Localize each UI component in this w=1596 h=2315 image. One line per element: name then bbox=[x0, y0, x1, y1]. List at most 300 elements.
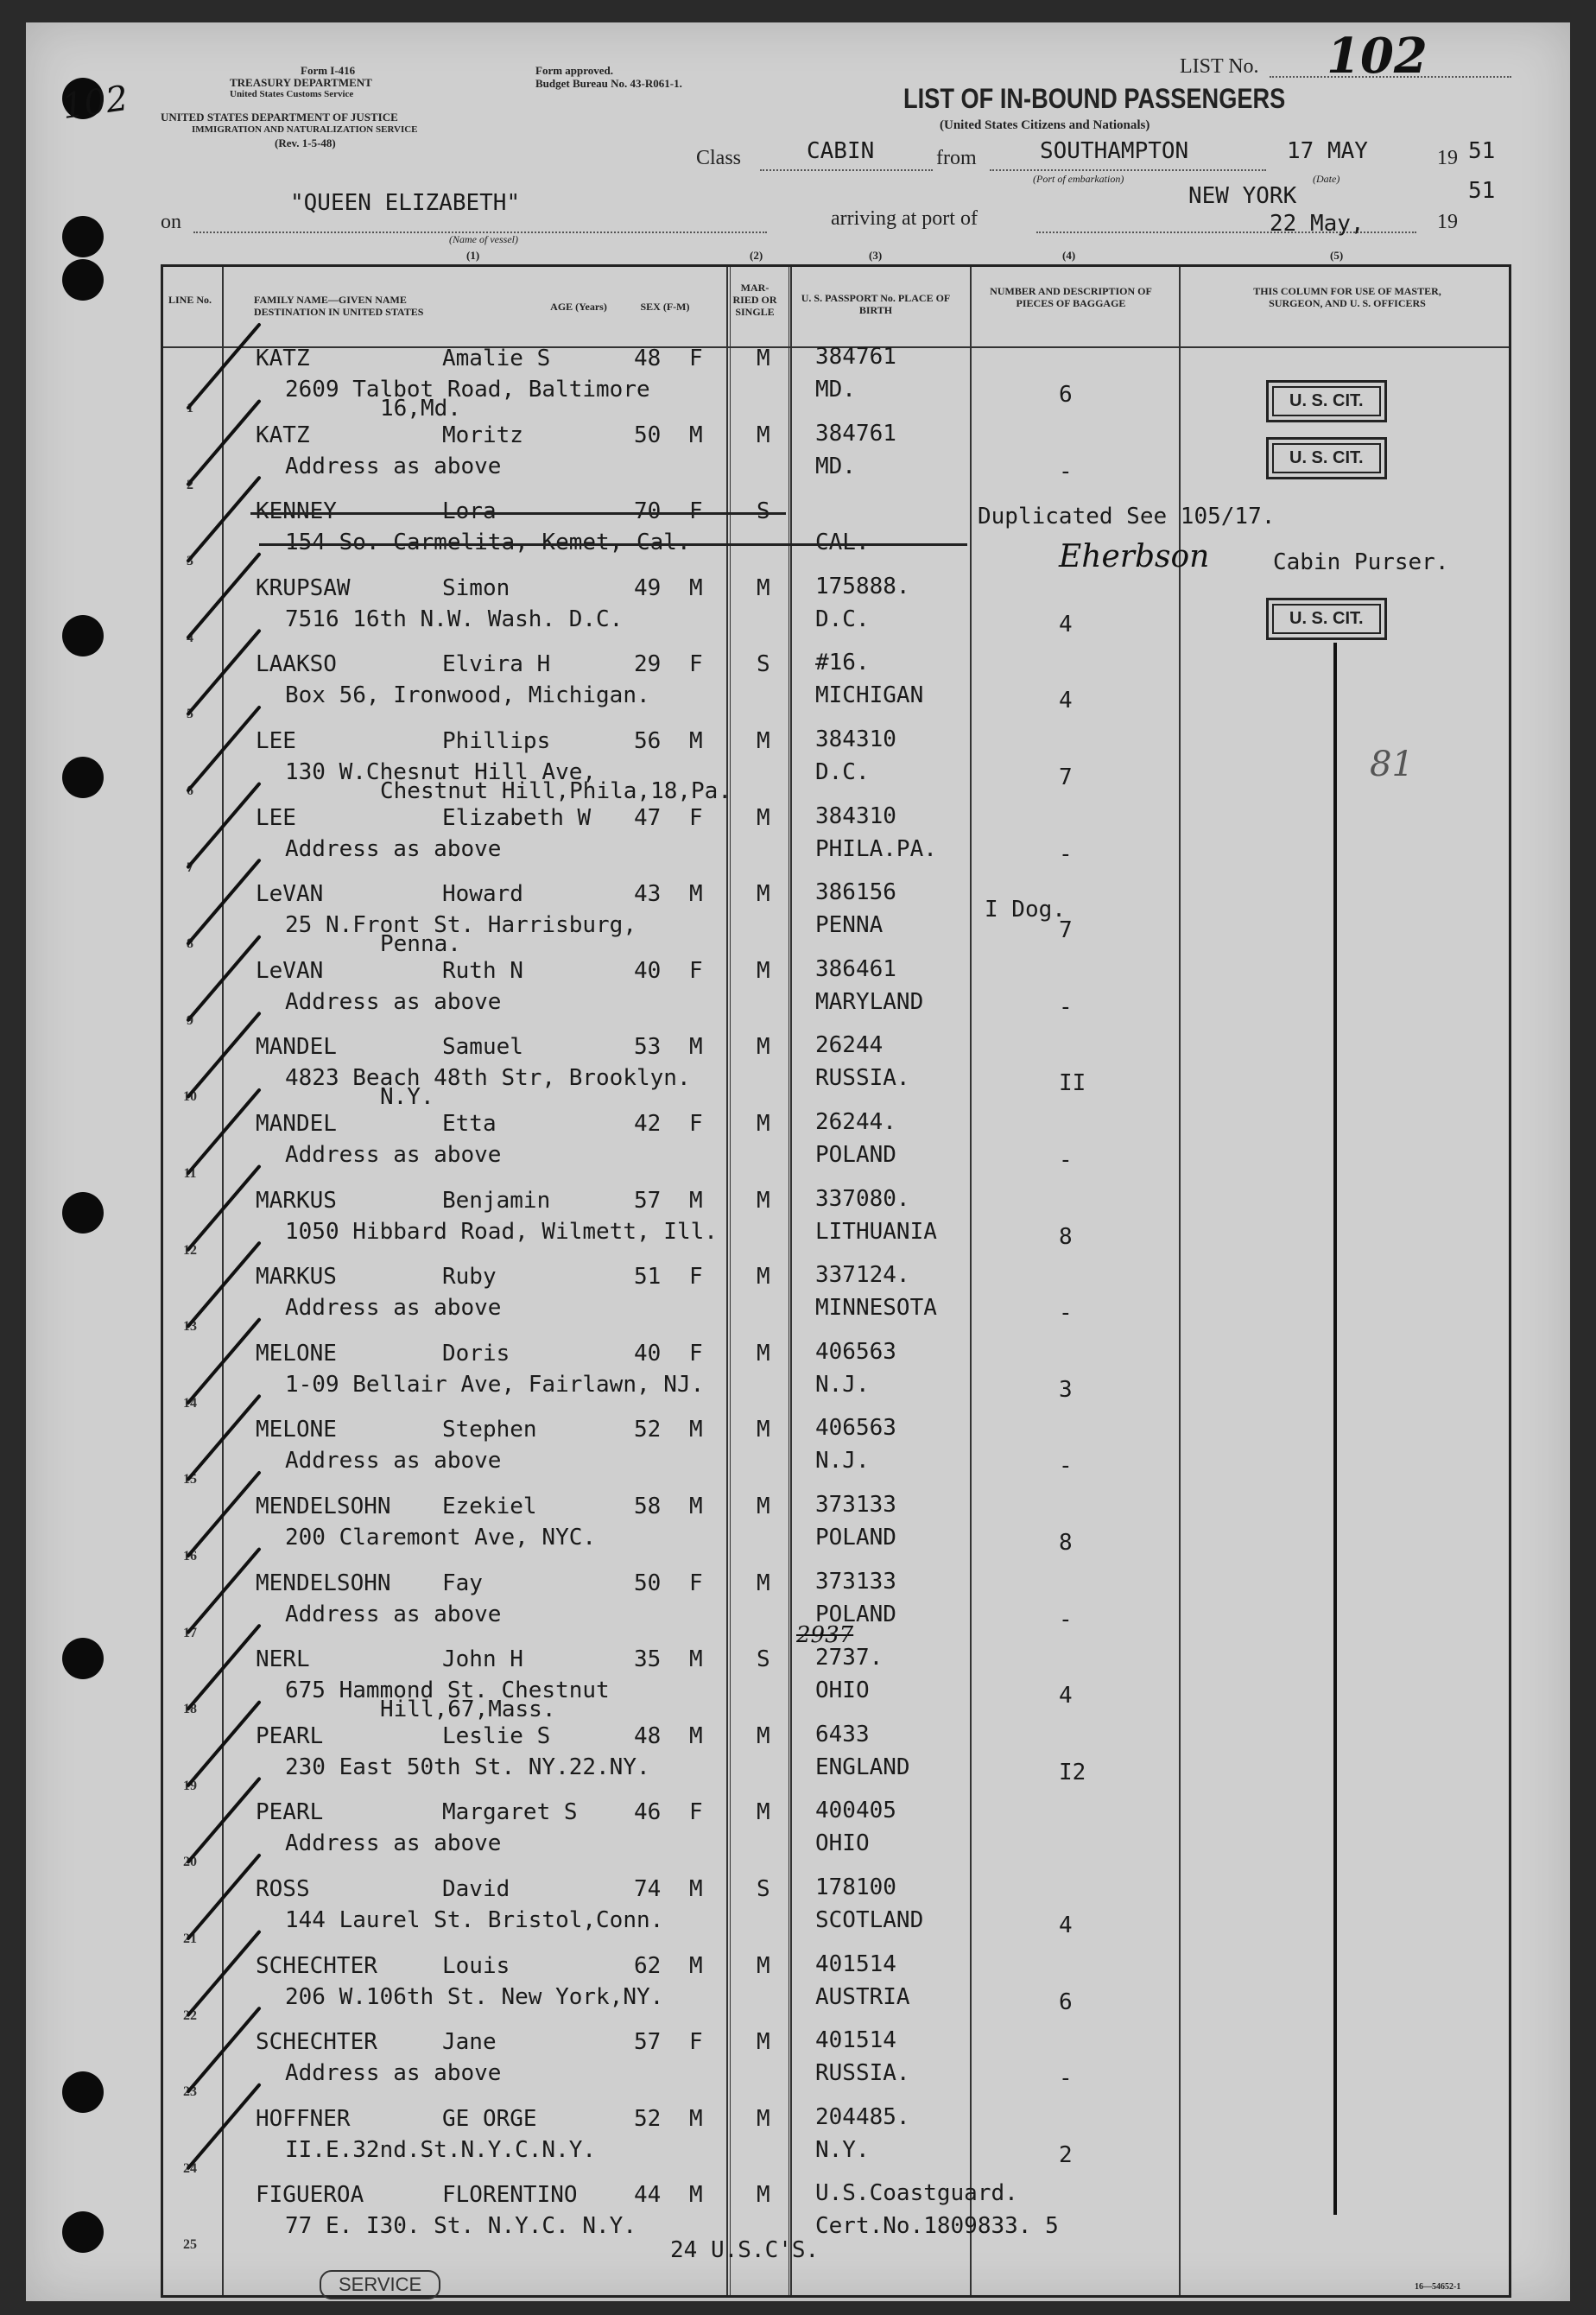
cabin-purser: Cabin Purser. bbox=[1273, 549, 1449, 575]
family-name: MARKUS bbox=[256, 1187, 337, 1214]
purser-signature: Eherbson bbox=[1059, 539, 1210, 574]
marital-status: S bbox=[757, 1646, 770, 1673]
age: 51 bbox=[634, 1264, 662, 1291]
passport-number: 26244 bbox=[815, 1032, 884, 1059]
place-of-birth: POLAND bbox=[815, 1601, 896, 1627]
marital-status: M bbox=[757, 346, 770, 371]
passport-number: 384310 bbox=[815, 726, 896, 752]
sex: M bbox=[689, 2105, 703, 2132]
sex: M bbox=[689, 1722, 703, 1749]
sex: F bbox=[689, 1799, 703, 1826]
given-name: Stephen bbox=[442, 1417, 537, 1443]
age: 29 bbox=[634, 651, 662, 678]
sex: M bbox=[689, 881, 703, 908]
year-value: 51 bbox=[1468, 138, 1496, 164]
dept-justice: UNITED STATES DEPARTMENT OF JUSTICE bbox=[161, 111, 398, 124]
sex: M bbox=[689, 1417, 703, 1443]
place-of-birth: D.C. bbox=[815, 606, 870, 632]
vessel-note: (Name of vessel) bbox=[449, 233, 518, 245]
baggage: 7 bbox=[1059, 764, 1073, 790]
place-of-birth: LITHUANIA bbox=[815, 1218, 937, 1245]
baggage: Duplicated See 105/17. bbox=[978, 504, 1276, 530]
place-of-birth: N.J. bbox=[815, 1448, 870, 1475]
given-name: Phillips bbox=[442, 728, 551, 754]
marital-status: M bbox=[757, 1494, 770, 1519]
line-number: 25 bbox=[183, 2237, 197, 2253]
footer-total: 24 U.S.C'S. bbox=[670, 2237, 820, 2263]
marital-status: M bbox=[757, 881, 770, 908]
marital-status: M bbox=[757, 1722, 770, 1749]
address-line-2: 16,Md. bbox=[380, 396, 461, 422]
class-value: CABIN bbox=[807, 138, 875, 164]
line-number: 6 bbox=[187, 783, 193, 798]
given-name: Doris bbox=[442, 1340, 510, 1367]
line-number: 3 bbox=[187, 554, 193, 569]
arrival-port: NEW YORK bbox=[1188, 183, 1297, 209]
address: Box 56, Ironwood, Michigan. bbox=[285, 682, 650, 709]
strike-line bbox=[259, 543, 967, 546]
age: 57 bbox=[634, 1187, 662, 1214]
family-name: MANDEL bbox=[256, 1034, 337, 1061]
place-of-birth: MINNESOTA bbox=[815, 1295, 937, 1322]
passport-number: #16. bbox=[815, 650, 870, 676]
binder-hole bbox=[62, 1638, 104, 1679]
list-no-value: 102 bbox=[1327, 28, 1428, 85]
place-of-birth: PHILA.PA. bbox=[815, 835, 937, 862]
place-of-birth: N.J. bbox=[815, 1371, 870, 1398]
family-name: MANDEL bbox=[256, 1111, 337, 1137]
line-number: 7 bbox=[187, 859, 193, 875]
family-name: SCHECHTER bbox=[256, 1952, 377, 1979]
line-number: 20 bbox=[183, 1855, 197, 1870]
passport-number: 373133 bbox=[815, 1492, 896, 1518]
line-number: 11 bbox=[183, 1166, 197, 1181]
line-number: 24 bbox=[183, 2160, 197, 2176]
place-of-birth: AUSTRIA bbox=[815, 1983, 910, 2010]
given-name: Simon bbox=[442, 574, 510, 601]
sex: F bbox=[689, 1340, 703, 1367]
baggage: - bbox=[1059, 458, 1073, 485]
age: 47 bbox=[634, 804, 662, 831]
address: Address as above bbox=[285, 1601, 502, 1627]
address: 4823 Beach 48th Str, Brooklyn. bbox=[285, 1065, 691, 1092]
passport-number: 401514 bbox=[815, 1950, 896, 1977]
passport-number: 337124. bbox=[815, 1262, 910, 1289]
line-number: 18 bbox=[183, 1702, 197, 1717]
baggage: 8 bbox=[1059, 1223, 1073, 1250]
place-of-birth: ENGLAND bbox=[815, 1754, 910, 1780]
given-name: GE ORGE bbox=[442, 2105, 537, 2132]
given-name: Amalie S bbox=[442, 346, 551, 371]
address: Address as above bbox=[285, 2060, 502, 2087]
form-approved: Form approved. bbox=[535, 64, 614, 77]
marital-status: M bbox=[757, 2029, 770, 2056]
family-name: KATZ bbox=[256, 422, 310, 448]
place-of-birth: RUSSIA. bbox=[815, 2060, 910, 2087]
passport-number: 2737. bbox=[815, 1645, 884, 1671]
line-number: 12 bbox=[183, 1242, 197, 1258]
given-name: Elvira H bbox=[442, 651, 551, 678]
passport-number: 406563 bbox=[815, 1415, 896, 1442]
given-name: Samuel bbox=[442, 1034, 523, 1061]
dept-treasury: TREASURY DEPARTMENT bbox=[230, 76, 372, 89]
given-name: Fay bbox=[442, 1570, 483, 1596]
line-number: 1 bbox=[187, 401, 193, 415]
from-label: from bbox=[936, 147, 977, 169]
form-title: LIST OF IN-BOUND PASSENGERS bbox=[903, 83, 1286, 114]
sex: M bbox=[689, 422, 703, 448]
form-revision: (Rev. 1-5-48) bbox=[275, 136, 336, 149]
address: 200 Claremont Ave, NYC. bbox=[285, 1525, 597, 1551]
header-age: AGE (Years) bbox=[550, 301, 607, 313]
given-name: John H bbox=[442, 1646, 523, 1673]
marital-status: M bbox=[757, 2182, 770, 2209]
family-name: MENDELSOHN bbox=[256, 1570, 391, 1596]
baggage: - bbox=[1059, 1453, 1073, 1480]
officer-mark: 81 bbox=[1370, 745, 1414, 784]
age: 52 bbox=[634, 1417, 662, 1443]
us-citizen-stamp: U. S. CIT. bbox=[1266, 598, 1387, 640]
sex: F bbox=[689, 957, 703, 984]
address: 77 E. I30. St. N.Y.C. N.Y. bbox=[285, 2213, 636, 2240]
sex: F bbox=[689, 346, 703, 371]
baggage: 4 bbox=[1059, 1912, 1073, 1938]
address-line-2: N.Y. bbox=[380, 1084, 434, 1111]
marital-status: M bbox=[757, 957, 770, 984]
form-number: Form I-416 bbox=[301, 64, 356, 77]
sex: M bbox=[689, 1034, 703, 1061]
place-of-birth: CAL. bbox=[815, 530, 870, 556]
place-of-birth: MARYLAND bbox=[815, 988, 924, 1015]
baggage: 4 bbox=[1059, 611, 1073, 637]
address: 130 W.Chesnut Hill Ave, bbox=[285, 759, 597, 785]
age: 40 bbox=[634, 957, 662, 984]
binder-hole bbox=[62, 2071, 104, 2113]
given-name: Ezekiel bbox=[442, 1494, 537, 1519]
age: 57 bbox=[634, 2029, 662, 2056]
family-name: SCHECHTER bbox=[256, 2029, 377, 2056]
arrive-year-label: 19 bbox=[1437, 211, 1458, 233]
passport-number: 204485. bbox=[815, 2103, 910, 2130]
on-label: on bbox=[161, 211, 181, 233]
line-number: 8 bbox=[187, 936, 193, 952]
baggage: - bbox=[1059, 1147, 1073, 1173]
line-number: 16 bbox=[183, 1549, 197, 1563]
family-name: LeVAN bbox=[256, 881, 324, 908]
sex: M bbox=[689, 728, 703, 754]
passport-number: 6433 bbox=[815, 1721, 870, 1747]
binder-hole bbox=[62, 757, 104, 798]
baggage: - bbox=[1059, 2065, 1073, 2092]
line-number: 9 bbox=[187, 1012, 193, 1028]
sex: F bbox=[689, 2029, 703, 2056]
baggage: - bbox=[1059, 993, 1073, 1020]
col-num-4: (4) bbox=[1062, 249, 1076, 262]
marital-status: M bbox=[757, 1799, 770, 1826]
given-name: Moritz bbox=[442, 422, 523, 448]
family-name: LEE bbox=[256, 804, 296, 831]
passport-number: 386461 bbox=[815, 955, 896, 982]
marital-status: M bbox=[757, 1034, 770, 1061]
sex: F bbox=[689, 804, 703, 831]
age: 70 bbox=[634, 498, 662, 525]
sex: M bbox=[689, 574, 703, 601]
marital-status: M bbox=[757, 728, 770, 754]
place-of-birth: RUSSIA. bbox=[815, 1065, 910, 1092]
address: 25 N.Front St. Harrisburg, bbox=[285, 912, 636, 939]
baggage: II bbox=[1059, 1070, 1086, 1097]
place-of-birth: D.C. bbox=[815, 759, 870, 785]
address: 1-09 Bellair Ave, Fairlawn, NJ. bbox=[285, 1371, 705, 1398]
passport-number: 401514 bbox=[815, 2027, 896, 2054]
sex: F bbox=[689, 1570, 703, 1596]
sex: M bbox=[689, 1646, 703, 1673]
given-name: Margaret S bbox=[442, 1799, 578, 1826]
given-name: FLORENTINO bbox=[442, 2182, 578, 2209]
given-name: Jane bbox=[442, 2029, 497, 2056]
address: Address as above bbox=[285, 1830, 502, 1857]
passport-number: 400405 bbox=[815, 1798, 896, 1824]
dog-note: I Dog. bbox=[985, 897, 1066, 923]
age: 43 bbox=[634, 881, 662, 908]
baggage: 8 bbox=[1059, 1530, 1073, 1556]
line-number: 2 bbox=[187, 477, 193, 492]
marital-status: M bbox=[757, 1417, 770, 1443]
family-name: KATZ bbox=[256, 346, 310, 371]
marital-status: M bbox=[757, 2105, 770, 2132]
given-name: Lora bbox=[442, 498, 497, 525]
ins-service: IMMIGRATION AND NATURALIZATION SERVICE bbox=[192, 124, 418, 135]
passport-number: 406563 bbox=[815, 1338, 896, 1365]
family-name: ROSS bbox=[256, 1876, 310, 1902]
line-number: 15 bbox=[183, 1472, 197, 1487]
strike-line bbox=[250, 512, 786, 515]
family-name: MARKUS bbox=[256, 1264, 337, 1291]
baggage: 3 bbox=[1059, 1376, 1073, 1403]
passport-number: 384310 bbox=[815, 802, 896, 829]
baggage: 4 bbox=[1059, 688, 1073, 714]
sex: M bbox=[689, 1952, 703, 1979]
baggage: - bbox=[1059, 1300, 1073, 1327]
place-of-birth: OHIO bbox=[815, 1830, 870, 1857]
list-no-label: LIST No. bbox=[1180, 55, 1259, 78]
line-number: 13 bbox=[183, 1319, 197, 1335]
vessel-name: "QUEEN ELIZABETH" bbox=[290, 190, 521, 216]
line-number: 10 bbox=[183, 1089, 197, 1105]
age: 50 bbox=[634, 422, 662, 448]
marital-status: M bbox=[757, 1570, 770, 1596]
age: 50 bbox=[634, 1570, 662, 1596]
family-name: FIGUEROA bbox=[256, 2182, 364, 2209]
family-name: KRUPSAW bbox=[256, 574, 351, 601]
footer-code: 16—54652-1 bbox=[1415, 2282, 1461, 2292]
marital-status: M bbox=[757, 1340, 770, 1367]
struck-passport: 2937 bbox=[796, 1622, 854, 1648]
age: 58 bbox=[634, 1494, 662, 1519]
address: Address as above bbox=[285, 1295, 502, 1322]
family-name: LeVAN bbox=[256, 957, 324, 984]
age: 52 bbox=[634, 2105, 662, 2132]
address: 206 W.106th St. New York,NY. bbox=[285, 1983, 664, 2010]
embark-date-value: 17 MAY bbox=[1287, 138, 1368, 164]
given-name: Elizabeth W bbox=[442, 804, 592, 831]
address: Address as above bbox=[285, 453, 502, 479]
line-number: 22 bbox=[183, 2007, 197, 2023]
sex: F bbox=[689, 651, 703, 678]
address: 144 Laurel St. Bristol,Conn. bbox=[285, 1907, 664, 1933]
header-officers: THIS COLUMN FOR USE OF MASTER, SURGEON, AND U. S. OFFICERS bbox=[1253, 285, 1441, 309]
place-of-birth: SCOTLAND bbox=[815, 1907, 924, 1933]
header-married: MAR-RIED OR SINGLE bbox=[732, 282, 777, 318]
given-name: Howard bbox=[442, 881, 523, 908]
address: 230 East 50th St. NY.22.NY. bbox=[285, 1754, 650, 1780]
baggage: I2 bbox=[1059, 1759, 1086, 1785]
margin-note: 102 bbox=[60, 78, 131, 128]
header-line-no: LINE No. bbox=[168, 294, 212, 306]
given-name: Etta bbox=[442, 1111, 497, 1137]
line-number: 21 bbox=[183, 1931, 197, 1946]
place-of-birth: PENNA bbox=[815, 912, 884, 939]
col-num-3: (3) bbox=[869, 249, 883, 262]
marital-status: M bbox=[757, 1264, 770, 1291]
family-name: MELONE bbox=[256, 1340, 337, 1367]
marital-status: M bbox=[757, 574, 770, 601]
given-name: Ruby bbox=[442, 1264, 497, 1291]
marital-status: M bbox=[757, 1952, 770, 1979]
passport-number: 178100 bbox=[815, 1874, 896, 1900]
address: 7516 16th N.W. Wash. D.C. bbox=[285, 606, 624, 632]
arrival-date: 22 May, bbox=[1270, 211, 1365, 237]
header-sex: SEX (F-M) bbox=[640, 301, 690, 313]
sex: M bbox=[689, 1494, 703, 1519]
place-of-birth: POLAND bbox=[815, 1525, 896, 1551]
sex: F bbox=[689, 1264, 703, 1291]
place-of-birth: MD. bbox=[815, 453, 856, 479]
binder-hole bbox=[62, 1192, 104, 1234]
marital-status: S bbox=[757, 498, 770, 525]
family-name: PEARL bbox=[256, 1722, 324, 1749]
family-name: KENNEY bbox=[256, 498, 337, 525]
passport-number: 384761 bbox=[815, 344, 896, 370]
col-num-1: (1) bbox=[466, 249, 480, 262]
marital-status: M bbox=[757, 1111, 770, 1137]
marital-status: M bbox=[757, 422, 770, 448]
family-name: NERL bbox=[256, 1646, 310, 1673]
line-number: 5 bbox=[187, 707, 193, 722]
line-number: 23 bbox=[183, 2084, 197, 2100]
address: 2609 Talbot Road, Baltimore bbox=[285, 377, 650, 403]
family-name: MELONE bbox=[256, 1417, 337, 1443]
baggage: 2 bbox=[1059, 2141, 1073, 2168]
address: Address as above bbox=[285, 1142, 502, 1168]
customs-service: United States Customs Service bbox=[230, 89, 354, 99]
age: 53 bbox=[634, 1034, 662, 1061]
given-name: Ruth N bbox=[442, 957, 523, 984]
header-passport: U. S. PASSPORT No. PLACE OF BIRTH bbox=[801, 292, 951, 316]
place-of-birth: N.Y. bbox=[815, 2136, 870, 2163]
binder-hole bbox=[62, 216, 104, 257]
address: II.E.32nd.St.N.Y.C.N.Y. bbox=[285, 2136, 597, 2163]
binder-hole bbox=[62, 2211, 104, 2253]
sex: F bbox=[689, 1111, 703, 1137]
embark-port-value: SOUTHAMPTON bbox=[1040, 138, 1189, 164]
us-citizen-stamp: U. S. CIT. bbox=[1266, 380, 1387, 422]
col-num-5: (5) bbox=[1330, 249, 1344, 262]
place-of-birth: OHIO bbox=[815, 1678, 870, 1704]
binder-hole bbox=[62, 615, 104, 656]
family-name: LAAKSO bbox=[256, 651, 337, 678]
baggage: 7 bbox=[1059, 917, 1073, 944]
line-number: 14 bbox=[183, 1395, 197, 1411]
baggage: - bbox=[1059, 1606, 1073, 1633]
header-name: FAMILY NAME—GIVEN NAME DESTINATION IN UNITED STATES bbox=[254, 294, 424, 318]
class-label: Class bbox=[696, 147, 742, 169]
age: 42 bbox=[634, 1111, 662, 1137]
address-line-2: Penna. bbox=[380, 931, 461, 958]
address: Address as above bbox=[285, 988, 502, 1015]
family-name: LEE bbox=[256, 728, 296, 754]
budget-bureau: Budget Bureau No. 43-R061-1. bbox=[535, 77, 682, 90]
age: 40 bbox=[634, 1340, 662, 1367]
place-of-birth: MD. bbox=[815, 377, 856, 403]
age: 48 bbox=[634, 346, 662, 371]
age: 62 bbox=[634, 1952, 662, 1979]
passport-number: 384761 bbox=[815, 420, 896, 447]
given-name: Louis bbox=[442, 1952, 510, 1979]
age: 44 bbox=[634, 2182, 662, 2209]
officer-vertical-line bbox=[1333, 643, 1337, 2215]
family-name: PEARL bbox=[256, 1799, 324, 1826]
age: 49 bbox=[634, 574, 662, 601]
line-number: 17 bbox=[183, 1625, 197, 1640]
address: 675 Hammond St. Chestnut bbox=[285, 1678, 610, 1704]
marital-status: S bbox=[757, 1876, 770, 1902]
family-name: MENDELSOHN bbox=[256, 1494, 391, 1519]
sex: M bbox=[689, 1187, 703, 1214]
given-name: David bbox=[442, 1876, 510, 1902]
passport-number: 26244. bbox=[815, 1109, 896, 1135]
given-name: Leslie S bbox=[442, 1722, 551, 1749]
baggage: 4 bbox=[1059, 1683, 1073, 1709]
binder-hole bbox=[62, 259, 104, 301]
age: 35 bbox=[634, 1646, 662, 1673]
age: 74 bbox=[634, 1876, 662, 1902]
baggage: 6 bbox=[1059, 1988, 1073, 2015]
address: Address as above bbox=[285, 1448, 502, 1475]
passport-number: U.S.Coastguard. bbox=[815, 2180, 1018, 2207]
age: 48 bbox=[634, 1722, 662, 1749]
year-label: 19 bbox=[1437, 147, 1458, 169]
marital-status: M bbox=[757, 1187, 770, 1214]
address: 154 So. Carmelita, Kemet, Cal. bbox=[285, 530, 691, 556]
footer-stamp: SERVICE bbox=[320, 2270, 440, 2299]
form-subtitle: (United States Citizens and Nationals) bbox=[940, 118, 1150, 132]
marital-status: M bbox=[757, 804, 770, 831]
baggage: - bbox=[1059, 840, 1073, 867]
arriving-label: arriving at port of bbox=[831, 207, 978, 230]
address: Address as above bbox=[285, 835, 502, 862]
sex: M bbox=[689, 1876, 703, 1902]
address-line-2: Chestnut Hill,Phila,18,Pa. bbox=[380, 778, 732, 804]
baggage: 6 bbox=[1059, 382, 1073, 408]
date-note: (Date) bbox=[1313, 173, 1340, 185]
line-number: 4 bbox=[187, 630, 193, 645]
family-name: HOFFNER bbox=[256, 2105, 351, 2132]
passport-number: 373133 bbox=[815, 1568, 896, 1595]
age: 56 bbox=[634, 728, 662, 754]
port-embark-note: (Port of embarkation) bbox=[1033, 173, 1124, 185]
sex: M bbox=[689, 2182, 703, 2209]
